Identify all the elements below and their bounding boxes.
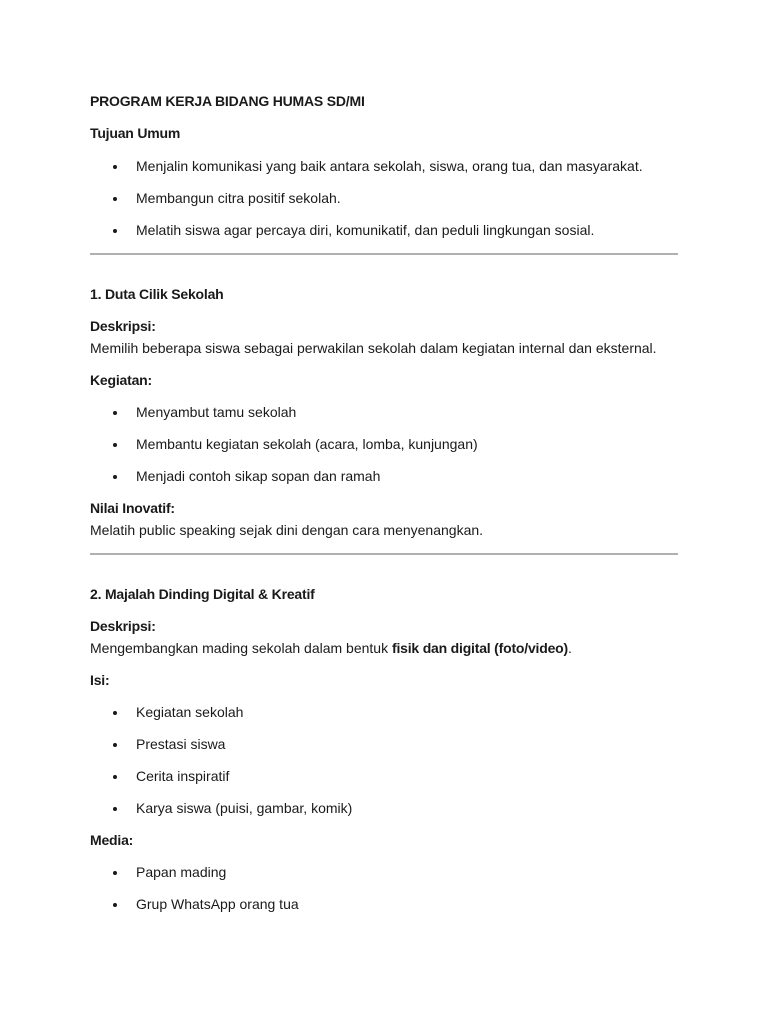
list-item: [0, 864, 768, 884]
list-item: [0, 800, 768, 820]
bullet-icon: [113, 165, 117, 169]
bullet-icon: [113, 443, 117, 447]
bullet-icon: [113, 743, 117, 747]
bullet-icon: [113, 711, 117, 715]
list-item: [0, 158, 768, 178]
document-title: PROGRAM KERJA BIDANG HUMAS SD/MI: [90, 93, 365, 109]
list-item-text: Melatih siswa agar percaya diri, komunikatif, dan peduli lingkungan sosial.: [136, 222, 595, 238]
section1-nilai-text: Melatih public speaking sejak dini dengan cara menyenangkan.: [90, 522, 484, 538]
section2-heading: 2. Majalah Dinding Digital & Kreatif: [90, 586, 315, 602]
bullet-icon: [113, 475, 117, 479]
bullet-icon: [113, 775, 117, 779]
bullet-icon: [113, 229, 117, 233]
list-item: [0, 468, 768, 488]
list-item: [0, 436, 768, 456]
bullet-icon: [113, 411, 117, 415]
section1-nilai-label: Nilai Inovatif:: [90, 500, 175, 516]
list-item: [0, 190, 768, 210]
section1-deskripsi-label: Deskripsi:: [90, 318, 156, 334]
list-item-text: Menjadi contoh sikap sopan dan ramah: [136, 468, 381, 484]
list-item: [0, 768, 768, 788]
section2-deskripsi-label: Deskripsi:: [90, 618, 156, 634]
list-item: [0, 704, 768, 724]
list-item-text: Papan mading: [136, 864, 227, 880]
list-item-text: Karya siswa (puisi, gambar, komik): [136, 800, 353, 816]
bullet-icon: [113, 871, 117, 875]
bullet-icon: [113, 807, 117, 811]
list-item-text: Kegiatan sekolah: [136, 704, 244, 720]
list-item: [0, 404, 768, 424]
section2-deskripsi-text: [90, 640, 572, 656]
section1-heading: 1. Duta Cilik Sekolah: [90, 286, 224, 302]
deskripsi-suffix: .: [568, 640, 572, 656]
list-item-text: Prestasi siswa: [136, 736, 226, 752]
list-item-text: Grup WhatsApp orang tua: [136, 896, 299, 912]
deskripsi-prefix: Mengembangkan mading sekolah dalam bentuk: [90, 640, 392, 656]
list-item-text: Menyambut tamu sekolah: [136, 404, 297, 420]
list-item-text: Membangun citra positif sekolah.: [136, 190, 341, 206]
list-item-text: Membantu kegiatan sekolah (acara, lomba, kunjungan): [136, 436, 478, 452]
list-item: [0, 896, 768, 916]
horizontal-rule: [90, 553, 678, 555]
horizontal-rule: [90, 253, 678, 255]
section1-kegiatan-label: Kegiatan:: [90, 372, 152, 388]
list-item-text: Menjalin komunikasi yang baik antara sekolah, siswa, orang tua, dan masyarakat.: [136, 158, 643, 174]
bullet-icon: [113, 903, 117, 907]
list-item-text: Cerita inspiratif: [136, 768, 230, 784]
deskripsi-bold: fisik dan digital (foto/video): [391, 640, 568, 656]
section2-media-label: Media:: [90, 832, 134, 848]
list-item: [0, 736, 768, 756]
bullet-icon: [113, 197, 117, 201]
list-item: [0, 222, 768, 242]
section2-isi-label: Isi:: [90, 672, 110, 688]
tujuan-heading: Tujuan Umum: [90, 125, 181, 141]
section1-deskripsi-text: Memilih beberapa siswa sebagai perwakilan sekolah dalam kegiatan internal dan eksternal.: [90, 340, 657, 356]
